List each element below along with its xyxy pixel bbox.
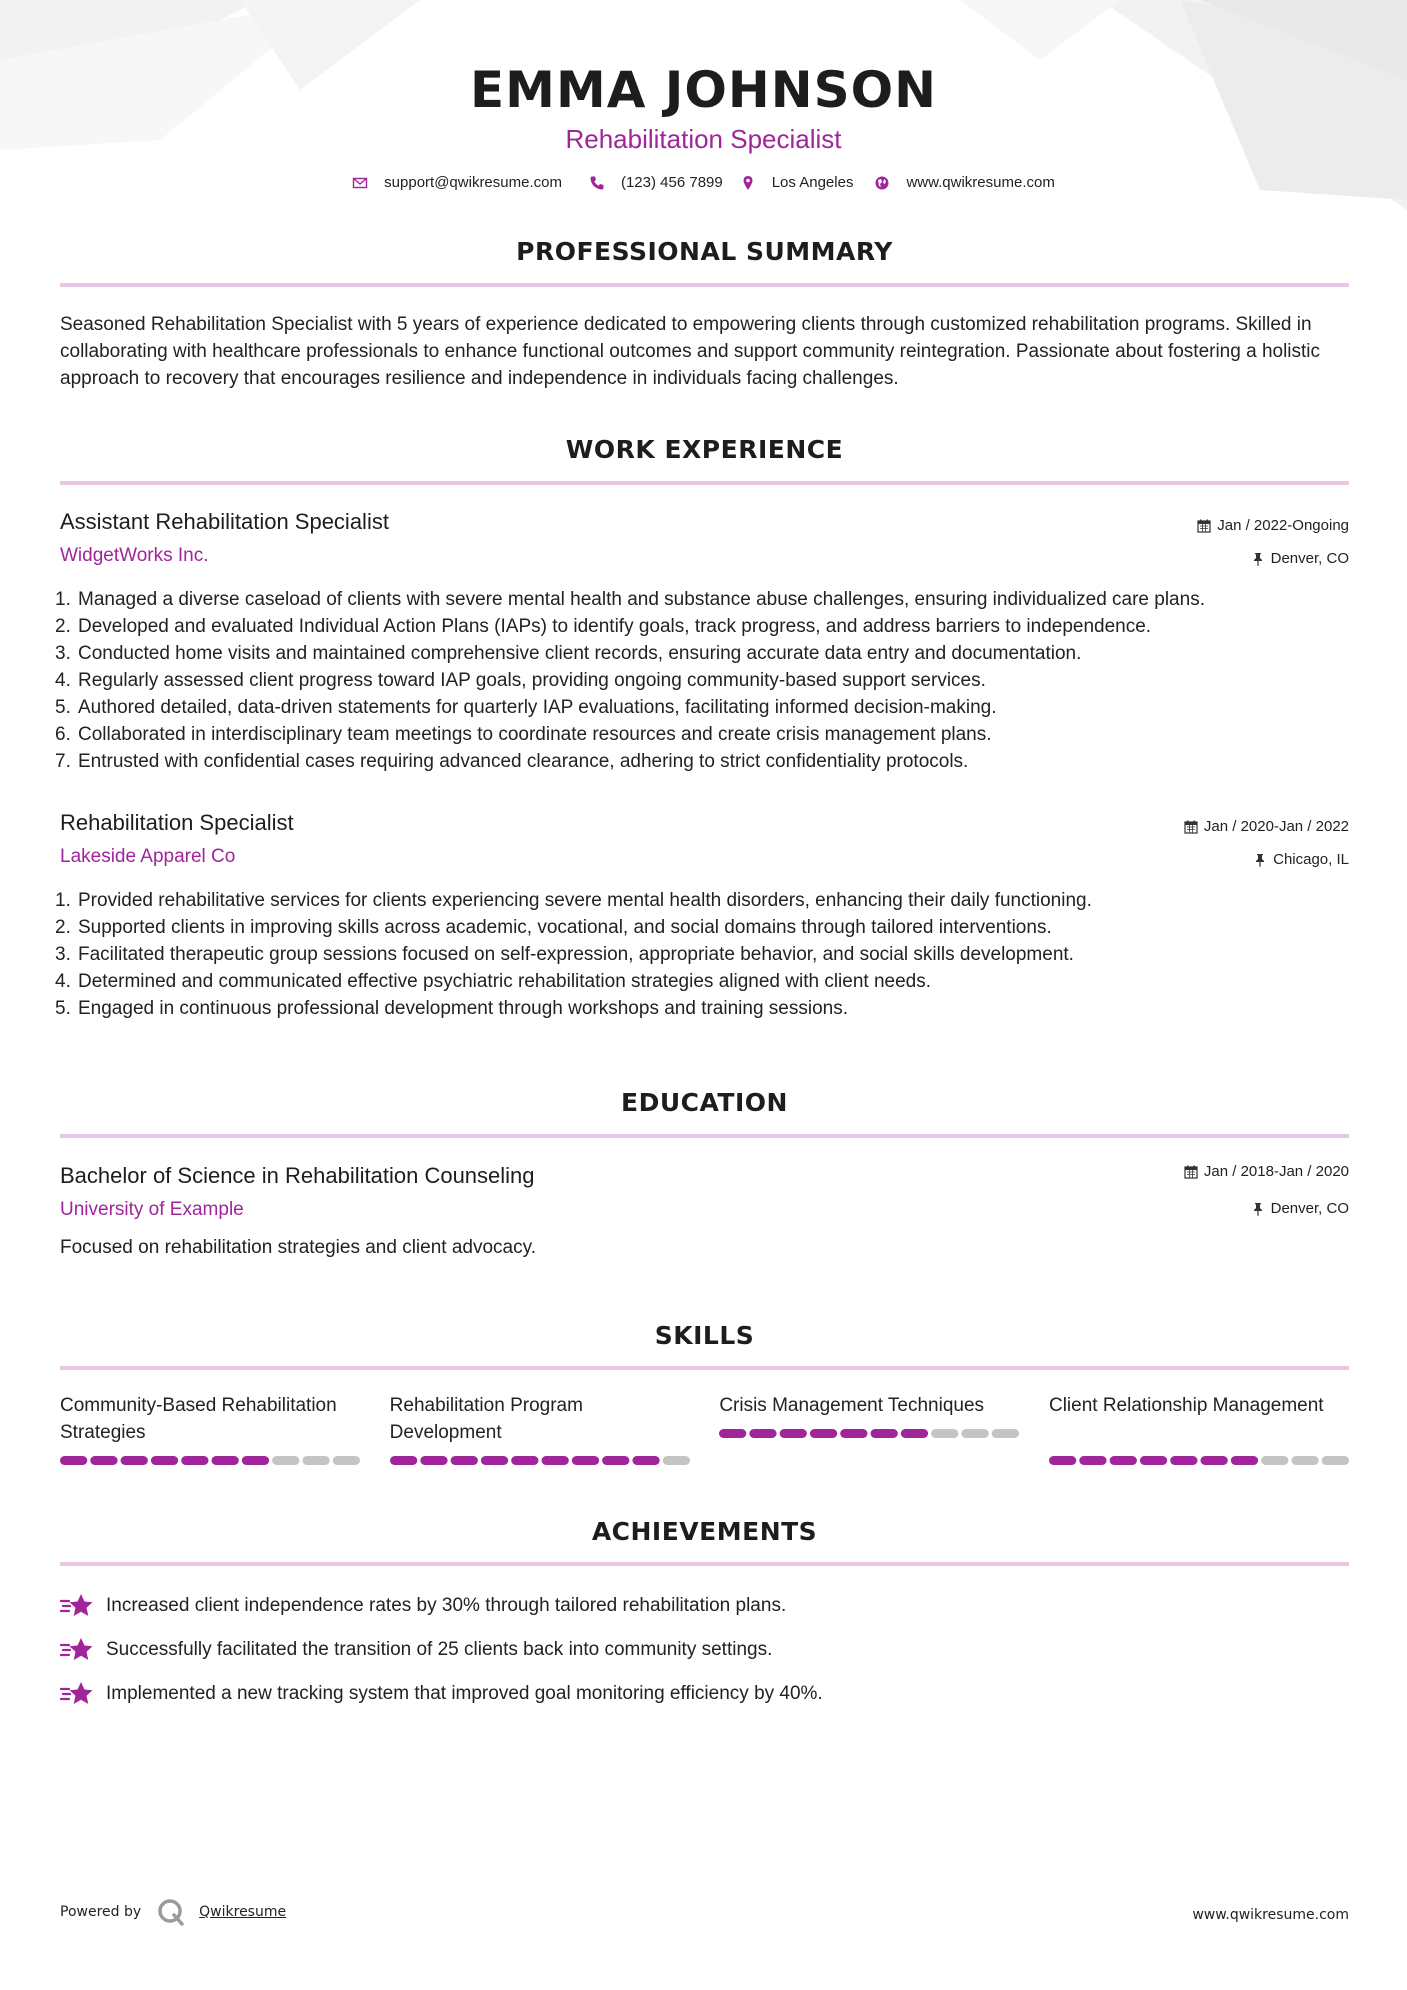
skill-level-bar bbox=[719, 1429, 1019, 1438]
skill-segment-filled bbox=[750, 1429, 777, 1438]
phone-icon bbox=[589, 175, 605, 191]
skills-divider bbox=[60, 1366, 1349, 1370]
skill-segment-filled bbox=[841, 1429, 868, 1438]
skill-name: Crisis Management Techniques bbox=[719, 1395, 985, 1416]
skill-level-bar bbox=[60, 1456, 360, 1465]
skill-item bbox=[390, 1392, 690, 1472]
map-pin-icon bbox=[740, 175, 756, 191]
list-item: 2. Supported clients in improving skills across academic, vocational, and social domains through tailored interventions. bbox=[55, 917, 1052, 938]
skill-segment-filled bbox=[242, 1456, 269, 1465]
skill-bar-graphic bbox=[1049, 1456, 1349, 1465]
skills-grid bbox=[60, 1392, 1349, 1472]
skill-bar-graphic bbox=[390, 1456, 690, 1465]
list-item: 3. Facilitated therapeutic group sessions focused on self-expression, appropriate behavior, and social skills development. bbox=[55, 944, 1074, 965]
candidate-role: Rehabilitation Specialist bbox=[565, 124, 842, 154]
skill-segment-filled bbox=[481, 1456, 508, 1465]
achievement-text: Implemented a new tracking system that improved goal monitoring efficiency by 40%. bbox=[106, 1683, 823, 1704]
education-dates-text: Jan / 2018-Jan / 2020 bbox=[1203, 1163, 1349, 1180]
job-title: Assistant Rehabilitation Specialist bbox=[60, 509, 389, 534]
list-item: 1. Provided rehabilitative services for clients experiencing severe mental health disorders, enhancing their daily functioning. bbox=[55, 890, 1092, 911]
skill-segment-filled bbox=[212, 1456, 239, 1465]
skill-level-bar bbox=[1049, 1456, 1349, 1465]
skill-segment-filled bbox=[1170, 1456, 1197, 1465]
job-location-text: Chicago, IL bbox=[1273, 851, 1349, 868]
list-item: 3. Conducted home visits and maintained comprehensive client records, ensuring accurate data entry and documentation. bbox=[55, 643, 1082, 664]
job-bullets bbox=[55, 887, 1345, 1022]
skill-segment-empty bbox=[333, 1456, 360, 1465]
skill-segment-empty bbox=[931, 1429, 958, 1438]
skill-segment-filled bbox=[901, 1429, 928, 1438]
job-dates-text: Jan / 2020-Jan / 2022 bbox=[1203, 818, 1349, 835]
skill-segment-empty bbox=[272, 1456, 299, 1465]
skill-segment-empty bbox=[662, 1456, 689, 1465]
skill-segment-filled bbox=[602, 1456, 629, 1465]
contact-location bbox=[740, 174, 854, 191]
skill-segment-filled bbox=[90, 1456, 117, 1465]
contact-phone[interactable] bbox=[589, 174, 723, 191]
education-location bbox=[1251, 1200, 1349, 1217]
job-location bbox=[1251, 550, 1349, 567]
skill-segment-filled bbox=[719, 1429, 746, 1438]
skill-segment-filled bbox=[60, 1456, 87, 1465]
skill-segment-filled bbox=[632, 1456, 659, 1465]
skill-segment-filled bbox=[780, 1429, 807, 1438]
skill-segment-filled bbox=[810, 1429, 837, 1438]
job-location-text: Denver, CO bbox=[1270, 550, 1349, 567]
achievements-heading: ACHIEVEMENTS bbox=[591, 1517, 818, 1546]
skill-item bbox=[60, 1392, 360, 1472]
skill-segment-filled bbox=[571, 1456, 598, 1465]
skill-item bbox=[719, 1392, 1019, 1472]
education-dates bbox=[1184, 1163, 1349, 1180]
school-name: University of Example bbox=[60, 1199, 244, 1220]
location-text: Los Angeles bbox=[771, 174, 854, 191]
qwikresume-logo-icon bbox=[157, 1898, 185, 1926]
summary-heading: PROFESSIONAL SUMMARY bbox=[516, 237, 893, 266]
list-item: 4. Determined and communicated effective psychiatric rehabilitation strategies aligned with client needs. bbox=[55, 971, 931, 992]
job-company: WidgetWorks Inc. bbox=[60, 545, 209, 566]
experience-heading: WORK EXPERIENCE bbox=[565, 435, 844, 464]
achievement-item bbox=[60, 1591, 786, 1621]
candidate-name: EMMA JOHNSON bbox=[470, 61, 937, 119]
education-divider bbox=[60, 1134, 1349, 1138]
list-item: 6. Collaborated in interdisciplinary team meetings to coordinate resources and create crisis management plans. bbox=[55, 724, 992, 745]
skill-segment-filled bbox=[420, 1456, 447, 1465]
star-icon bbox=[60, 1679, 94, 1709]
skill-bar-graphic bbox=[719, 1429, 1019, 1438]
contact-email[interactable] bbox=[352, 174, 562, 191]
email-text: support@qwikresume.com bbox=[384, 174, 562, 191]
education-location-text: Denver, CO bbox=[1270, 1200, 1349, 1217]
summary-text: Seasoned Rehabilitation Specialist with 5 years of experience dedicated to empowering clients through customized rehabilitation programs. Skilled in collaborating with healthcare professionals to enhance functional outcomes and support community reintegration. Passionate about fostering a holistic approach to recovery that encourages resilience and independence in individuals facing challenges. bbox=[60, 314, 1321, 389]
skill-segment-filled bbox=[121, 1456, 148, 1465]
job-bullets bbox=[55, 586, 1345, 775]
list-item: 7. Entrusted with confidential cases requiring advanced clearance, adhering to strict confidentiality protocols. bbox=[55, 751, 969, 772]
experience-divider bbox=[60, 481, 1349, 485]
education-note: Focused on rehabilitation strategies and client advocacy. bbox=[60, 1237, 536, 1258]
degree-title: Bachelor of Science in Rehabilitation Counseling bbox=[60, 1163, 535, 1188]
list-item: 1. Managed a diverse caseload of clients with severe mental health and substance abuse challenges, ensuring individualized care plans. bbox=[55, 589, 1205, 610]
skill-segment-filled bbox=[1110, 1456, 1137, 1465]
star-icon bbox=[60, 1591, 94, 1621]
skill-segment-filled bbox=[1049, 1456, 1076, 1465]
skill-segment-filled bbox=[181, 1456, 208, 1465]
skill-segment-filled bbox=[450, 1456, 477, 1465]
job-dates bbox=[1197, 517, 1349, 534]
skill-segment-filled bbox=[1079, 1456, 1106, 1465]
job-dates-text: Jan / 2022-Ongoing bbox=[1217, 517, 1349, 534]
powered-by-label: Powered by bbox=[60, 1904, 142, 1920]
skill-segment-filled bbox=[390, 1456, 417, 1465]
calendar-icon bbox=[1197, 519, 1211, 533]
skills-heading: SKILLS bbox=[654, 1321, 755, 1350]
list-item: 2. Developed and evaluated Individual Action Plans (IAPs) to identify goals, track progress, and address barriers to independence. bbox=[55, 616, 1152, 637]
qwikresume-link[interactable]: Qwikresume bbox=[199, 1904, 287, 1920]
skill-segment-empty bbox=[302, 1456, 329, 1465]
skill-name: Community-Based Rehabilitation Strategies bbox=[60, 1395, 337, 1443]
list-item: 5. Authored detailed, data-driven statements for quarterly IAP evaluations, facilitating informed decision-making. bbox=[55, 697, 997, 718]
envelope-icon bbox=[352, 175, 368, 191]
skill-segment-filled bbox=[541, 1456, 568, 1465]
skill-segment-filled bbox=[1140, 1456, 1167, 1465]
achievement-item bbox=[60, 1679, 823, 1709]
job-location bbox=[1253, 851, 1349, 868]
achievement-text: Increased client independence rates by 30% through tailored rehabilitation plans. bbox=[106, 1595, 787, 1616]
job-company: Lakeside Apparel Co bbox=[60, 846, 236, 867]
skill-bar-graphic bbox=[60, 1456, 360, 1465]
skill-level-bar bbox=[390, 1456, 690, 1465]
footer-website[interactable]: www.qwikresume.com bbox=[1192, 1907, 1349, 1923]
achievement-text: Successfully facilitated the transition of 25 clients back into community settings. bbox=[106, 1639, 773, 1660]
star-icon bbox=[60, 1635, 94, 1665]
skill-segment-empty bbox=[1322, 1456, 1349, 1465]
skill-name: Rehabilitation Program Development bbox=[389, 1395, 583, 1443]
pushpin-icon bbox=[1251, 552, 1265, 566]
education-heading: EDUCATION bbox=[621, 1088, 788, 1117]
skill-segment-empty bbox=[962, 1429, 989, 1438]
skill-segment-empty bbox=[992, 1429, 1019, 1438]
skill-name: Client Relationship Management bbox=[1048, 1395, 1324, 1416]
skill-segment-filled bbox=[151, 1456, 178, 1465]
contact-website[interactable] bbox=[874, 174, 1054, 191]
resume-header bbox=[0, 58, 1407, 156]
calendar-icon bbox=[1184, 820, 1198, 834]
summary-divider bbox=[60, 283, 1349, 287]
phone-text: (123) 456 7899 bbox=[620, 174, 723, 191]
skill-segment-filled bbox=[511, 1456, 538, 1465]
calendar-icon bbox=[1184, 1165, 1198, 1179]
skill-segment-filled bbox=[1200, 1456, 1227, 1465]
skill-segment-empty bbox=[1261, 1456, 1288, 1465]
achievements-divider bbox=[60, 1562, 1349, 1566]
globe-icon bbox=[874, 175, 890, 191]
pushpin-icon bbox=[1253, 853, 1267, 867]
skill-segment-filled bbox=[1231, 1456, 1258, 1465]
job-dates bbox=[1184, 818, 1349, 835]
footer-branding bbox=[60, 1898, 286, 1926]
skill-item bbox=[1049, 1392, 1349, 1472]
skill-segment-empty bbox=[1291, 1456, 1318, 1465]
list-item: 4. Regularly assessed client progress toward IAP goals, providing ongoing community-based support services. bbox=[55, 670, 986, 691]
pushpin-icon bbox=[1251, 1202, 1265, 1216]
job-title: Rehabilitation Specialist bbox=[60, 810, 294, 835]
achievement-item bbox=[60, 1635, 772, 1665]
website-text: www.qwikresume.com bbox=[906, 174, 1055, 191]
list-item: 5. Engaged in continuous professional development through workshops and training sessions. bbox=[55, 998, 848, 1019]
contact-bar bbox=[0, 174, 1407, 191]
skill-segment-filled bbox=[871, 1429, 898, 1438]
